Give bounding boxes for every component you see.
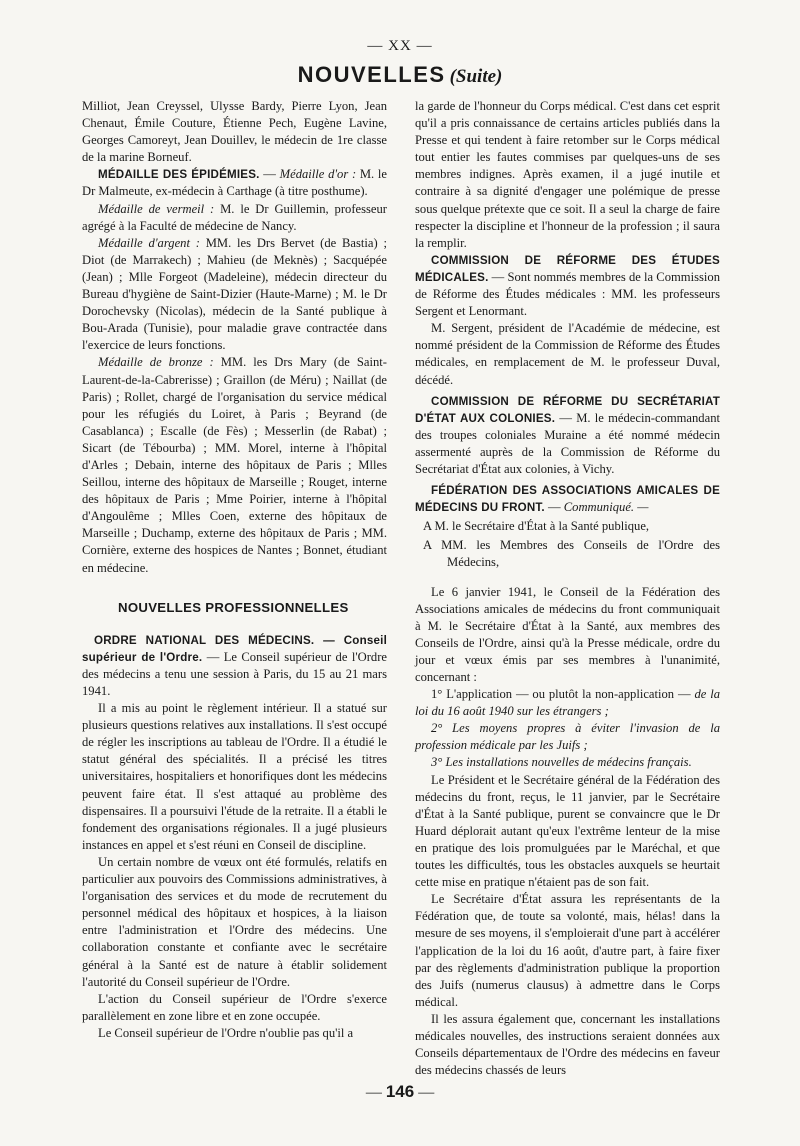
list-item-1-b: de la loi du 16 août 1940 sur les étrangers ; xyxy=(415,687,720,719)
page-title xyxy=(0,62,800,88)
list-item-3: 3° Les installations nouvelles de médecins français. xyxy=(431,755,692,770)
oublie-paragraph: Le Conseil supérieur de l'Ordre n'oublie pas qu'il a xyxy=(98,1025,354,1040)
federation-dash: — xyxy=(544,500,564,515)
list-item-1-a: 1° L'application — ou plutôt la non-application — xyxy=(431,687,691,702)
epidemics-dash: — xyxy=(259,167,280,182)
salutation-councils: A MM. les Membres des Conseils de l'Ordre des Médecins, xyxy=(423,538,720,570)
silver-text: MM. les Drs Bervet (de Bastia) ; Diot (de Marrakech) ; Mahieu (de Meknès) ; Sacquépée (Jean) ; Mlle Forgeot (Madeleine), médecin directeur du Bureau d'hygiène de Saint-Dizier (Haute-Marne) ; M. le Dr Dorochevsky (Nicolas), médecin de la Santé publique à Bou-Arada (Tunisie), pour maladie grave contractée dans l'exercice de leurs fonctions. xyxy=(82,235,387,353)
bronze-paragraph xyxy=(82,354,387,576)
gold-medal-label: Médaille d'or : xyxy=(279,167,357,182)
title-text: NOUVELLES xyxy=(297,62,446,87)
federation-heading: FÉDÉRATION DES ASSOCIATIONS AMICALES DE MÉDECINS DU FRONT. xyxy=(415,484,720,515)
communique-label: Communiqué. — xyxy=(563,500,649,515)
commission-paragraph xyxy=(415,252,720,320)
roman-folio: — XX — xyxy=(367,38,433,54)
bronze-text: MM. les Drs Mary (de Saint-Laurent-de-la-Cabrerisse) ; Graillon (de Méru) ; Naillat (de Paris) ; Rollet, chargé de l'organisation du service médical pour les réfugiés du Loiret, à Paris ; Beyrand (de Casablanca) ; Escalle (de Fès) ; Messerlin (de Rabat) ; Sicart (de Tébourba) ; MM. Morel, interne à l'hôpital d'Arles ; Debain, interne des hôpitaux de Paris ; Mlles Seillou, interne des hôpitaux de Marseille ; Rouget, interne des hôpitaux de Paris ; Mme Poirier, interne à l'hôpital d'Angoulême ; Mlles Coen, externe des hôpitaux de Marseille ; Duchamp, externe des hôpitaux de Paris ; MM. Cornière, externe des hospices de Nantes ; Bonnet, étudiant en médecine. xyxy=(82,355,387,575)
secretariat-paragraph xyxy=(415,393,720,478)
silver-label: Médaille d'argent : xyxy=(98,235,200,250)
action-paragraph: L'action du Conseil supérieur de l'Ordre s'exerce parallèlement en zone libre et en zone occupée. xyxy=(82,991,387,1023)
secretariat-text: — M. le médecin-commandant des troupes coloniales Muraine a été nommé médecin assermenté auprès de la Commission de Réforme du Secrétariat d'État aux colonies, à Vichy. xyxy=(415,410,720,476)
commission-heading: COMMISSION DE RÉFORME DES ÉTUDES MÉDICALES. xyxy=(415,253,720,284)
vermeil-paragraph xyxy=(82,201,387,235)
epidemics-heading: MÉDAILLE DES ÉPIDÉMIES. xyxy=(98,168,260,182)
ordre-text: — Le Conseil supérieur de l'Ordre des médecins a tenu une session à Paris, du 15 au 21 mars 1941. xyxy=(82,649,387,698)
section-heading: NOUVELLES PROFESSIONNELLES xyxy=(118,599,349,615)
footer-dash-right: — xyxy=(414,1084,435,1101)
sergent-paragraph: M. Sergent, président de l'Académie de médecine, est nommé président de la Commission de Réforme des Études médicales, en remplacement de M. le professeur Duval, décédé. xyxy=(415,321,720,387)
reglement-paragraph: Il a mis au point le règlement intérieur. Il a statué sur plusieurs questions relatives aux installations. Il s'est occupé de régler les inscriptions au tableau de l'Ordre. Il a étudié le statut général des spécialités. Il a précisé les titres universitaires, hospitaliers et honorifiques dont les médecins peuvent faire état. Il s'est attaqué au problème des dispensaires. Il a poursuivi l'étude de la retraite. Il a établi le fondement des organisations régionales. Il a jugé plusieurs instances en appel et s'est réuni en Conseil de discipline. xyxy=(82,701,387,852)
list-item-1 xyxy=(415,686,720,720)
epidemics-heading-paragraph xyxy=(82,166,387,200)
secretariat-heading: COMMISSION DE RÉFORME DU SECRÉTARIAT D'ÉTAT AUX COLONIES. xyxy=(415,394,720,425)
president-paragraph: Le Président et le Secrétaire général de la Fédération des médecins du front, reçus, le 11 janvier, par le Secrétaire d'État à la Santé publique, purent se convaincre que le Dr Huard déplorait autant qu'eux l'extrême lenteur de la mise en pratique des lois promulguées par le Maréchal, et que toutes les difficultés, tous les obstacles auxquels se heurtait cette mise en pratique n'étaient pas de son fait. xyxy=(415,772,720,890)
commission-text: — Sont nommés membres de la Commission de Réforme des Études médicales : MM. les professeurs Sergent et Lenormant. xyxy=(415,269,720,319)
salutation-minister: A M. le Secrétaire d'État à la Santé publique, xyxy=(423,519,650,534)
bronze-label: Médaille de bronze : xyxy=(98,355,214,370)
right-column xyxy=(415,98,720,1079)
page-footer xyxy=(0,1082,800,1102)
federation-paragraph xyxy=(415,482,720,516)
ordre-heading: ORDRE NATIONAL DES MÉDECINS. — Conseil supérieur de l'Ordre. xyxy=(82,633,387,664)
vermeil-label: Médaille de vermeil : xyxy=(98,201,215,216)
voeux-paragraph: Un certain nombre de vœux ont été formulés, relatifs en particulier aux pouvoirs des Commissions administratives, à l'organisation des services et du mode de recrutement du personnel médical des hôpitaux et hospices, à la liaison entre l'administration et l'Ordre des médecins. Une collaboration constante et confiante avec le secrétaire général à la Santé est de nature à établir solidement l'autorité du Conseil supérieur de l'Ordre. xyxy=(82,854,387,989)
left-column xyxy=(82,98,387,1042)
title-suite: (Suite) xyxy=(449,66,503,87)
garde-paragraph: la garde de l'honneur du Corps médical. C'est dans cet esprit qu'il a pris connaissance de certains articles publiés dans la Presse et qui tendent à faire retomber sur le Corps médical tout entier les fautes commises par quelques-uns de ses membres indignes. Après examen, il a jugé inutile et contraire à sa dignité d'engager une polémique de presse sous quelque prétexte que ce soit. Il a seul la charge de faire respecter la discipline et l'honneur de la profession ; il saura la remplir. xyxy=(415,99,720,250)
secretaire-paragraph: Le Secrétaire d'État assura les représentants de la Fédération que, de toute sa volonté, mais, hélas! dans la mesure de ses moyens, il s'emploierait d'une part à accélérer l'application de la loi du 16 août, d'autre part, à faire fixer par des règlements d'administration publique la proportion des Juifs (numerus clausus) à admettre dans le Corps médical. xyxy=(415,892,720,1009)
ordre-paragraph xyxy=(82,632,387,700)
assura-paragraph: Il les assura également que, concernant les installations médicales nouvelles, des instructions seraient données aux Conseils départementaux de l'Ordre des médecins en faveur des médecins chassés de leurs xyxy=(415,1011,720,1078)
footer-dash-left: — xyxy=(365,1084,386,1101)
list-item-2: 2° Les moyens propres à éviter l'invasion de la profession médicale par les Juifs ; xyxy=(415,721,720,753)
janvier-paragraph: Le 6 janvier 1941, le Conseil de la Fédération des Associations amicales de médecins du front communiquait à M. le Secrétaire d'État à la Santé, aux membres des Conseils de l'Ordre, ainsi qu'à la Presse médicale, ordre du jour et vœux émis par ses membres à l'unanimité, concernant : xyxy=(415,584,720,684)
page-number: 146 xyxy=(385,1082,415,1101)
gold-medal-text: M. le Dr Malmeute, ex-médecin à Carthage (à titre posthume). xyxy=(82,167,387,199)
paragraph-names: Milliot, Jean Creyssel, Ulysse Bardy, Pierre Lyon, Jean Chenaut, Émile Couture, Étienne Pech, Eugène Lavine, Georges Camoreyt, Jean Douillev, le médecin de 1re classe de la marine Borneuf. xyxy=(82,99,387,165)
vermeil-text: M. le Dr Guillemin, professeur agrégé à la Faculté de médecine de Nancy. xyxy=(82,201,387,233)
silver-paragraph xyxy=(82,235,387,355)
